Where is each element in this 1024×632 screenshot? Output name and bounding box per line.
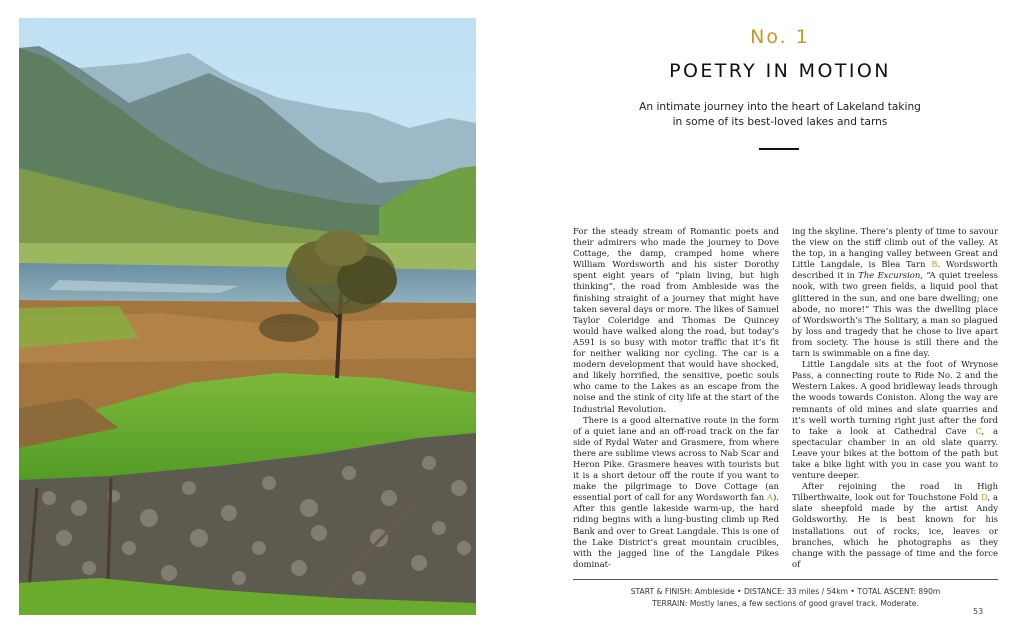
ride-info bbox=[573, 586, 998, 610]
map-marker-c: C bbox=[975, 425, 982, 436]
paragraph-text: ). After this gentle lakeside warm-up, the hard riding begins with a lung-busting climb up Red Bank and over to Great Langdale. This is one of the Lake District’s great mountain crucibles, with the jagged line of the Langdale Pikes dominat- bbox=[573, 492, 779, 569]
text-column-left bbox=[573, 226, 779, 571]
chapter-title: POETRY IN MOTION bbox=[669, 60, 891, 82]
landscape-photo-illustration bbox=[19, 18, 476, 615]
paragraph bbox=[792, 226, 998, 359]
paragraph bbox=[573, 415, 779, 570]
paragraph-text: ing the skyline. There’s plenty of time to savour the view on the stiff climb out of the valley. At the top, in a hanging valley between Great and Little Langdale, is Blea Tarn bbox=[792, 226, 998, 270]
book-title: The Excursion bbox=[858, 270, 921, 281]
paragraph bbox=[792, 359, 998, 481]
paragraph bbox=[792, 481, 998, 570]
paragraph: For the steady stream of Romantic poets and their admirers who made the journey to Dove Cottage, the damp, cramped home where William Wordsworth and his sister Dorothy spent eight years of “plain living, but high thinking”, the road from Ambleside was the finishing straight of a journey that might have taken several days or more. The likes of Samuel Taylor Coleridge and Thomas De Quincey would have walked along the road, but today’s A591 is so busy with motor traffic that it’s fit for neither walking nor cycling. The car is a modern development that would have shocked, and likely horrified, the sensitive, poetic souls who came to the Lakes as an escape from the noise and the stink of city life at the start of the Industrial Revolution. bbox=[573, 226, 779, 414]
map-marker-d: D bbox=[980, 492, 988, 503]
info-divider bbox=[573, 579, 998, 580]
ride-info-line-2: TERRAIN: Mostly lanes, a few sections of good gravel track. Moderate. bbox=[652, 599, 919, 608]
landscape-photo bbox=[19, 18, 476, 615]
ride-info-line-1: START & FINISH: Ambleside • DISTANCE: 33 miles / 54km • TOTAL ASCENT: 890m bbox=[630, 587, 941, 596]
title-divider bbox=[759, 148, 799, 150]
page-number: 53 bbox=[973, 607, 984, 616]
paragraph-text: , a spectacular chamber in an old slate quarry. Leave your bikes at the bottom of the path but take a bike light with you in case you want to venture deeper. bbox=[792, 425, 998, 481]
paragraph-text: . Wordsworth described it in bbox=[792, 259, 998, 281]
text-column-right bbox=[792, 226, 998, 571]
paragraph-text: , “A quiet treeless nook, with two green fields, a liquid pool that glittered in the sun, and one bare dwelling; one abode, no more!” This was the dwelling place of Wordsworth’s The Solitary, a man so plagued by loss and tragedy that he chose to live apart from society. The house is still there and the tarn is swimmable on a fine day. bbox=[792, 270, 998, 359]
paragraph-text: There is a good alternative route in the form of a quiet lane and an off-road track on the far side of Rydal Water and Grasmere, from where there are sublime views across to Nab Scar and Heron Pike. Grasmere heaves with tourists but it is a short detour off the route if you want to make the pilgrimage to Dove Cottage (an essential port of call for any Wordsworth fan bbox=[573, 414, 779, 503]
map-marker-a: A bbox=[766, 492, 774, 503]
subtitle-line-1: An intimate journey into the heart of Lakeland taking bbox=[639, 101, 921, 113]
paragraph-text: After rejoining the road in High Tilberthwaite, look out for Touchstone Fold bbox=[792, 481, 998, 503]
paragraph-text: Little Langdale sits at the foot of Wrynose Pass, a connecting route to Ride No. 2 and the Western Lakes. A good bridleway leads through the woods towards Coniston. Along the way are remnants of old mines and slate quarries and it’s well worth turning right just after the ford to take a look at Cathedral Cave bbox=[792, 359, 998, 436]
subtitle-line-2: in some of its best-loved lakes and tarns bbox=[672, 116, 888, 128]
map-marker-b: B bbox=[931, 259, 938, 270]
chapter-subtitle bbox=[630, 100, 930, 130]
chapter-number: No. 1 bbox=[750, 26, 810, 48]
body-text bbox=[573, 226, 998, 571]
paragraph-text: , a slate sheepfold made by the artist Andy Goldsworthy. He is best known for his installations out of rocks, ice, leaves or branches, which he photographs as they change with the passage of time and the force of bbox=[792, 492, 998, 569]
text-page bbox=[555, 18, 1005, 618]
